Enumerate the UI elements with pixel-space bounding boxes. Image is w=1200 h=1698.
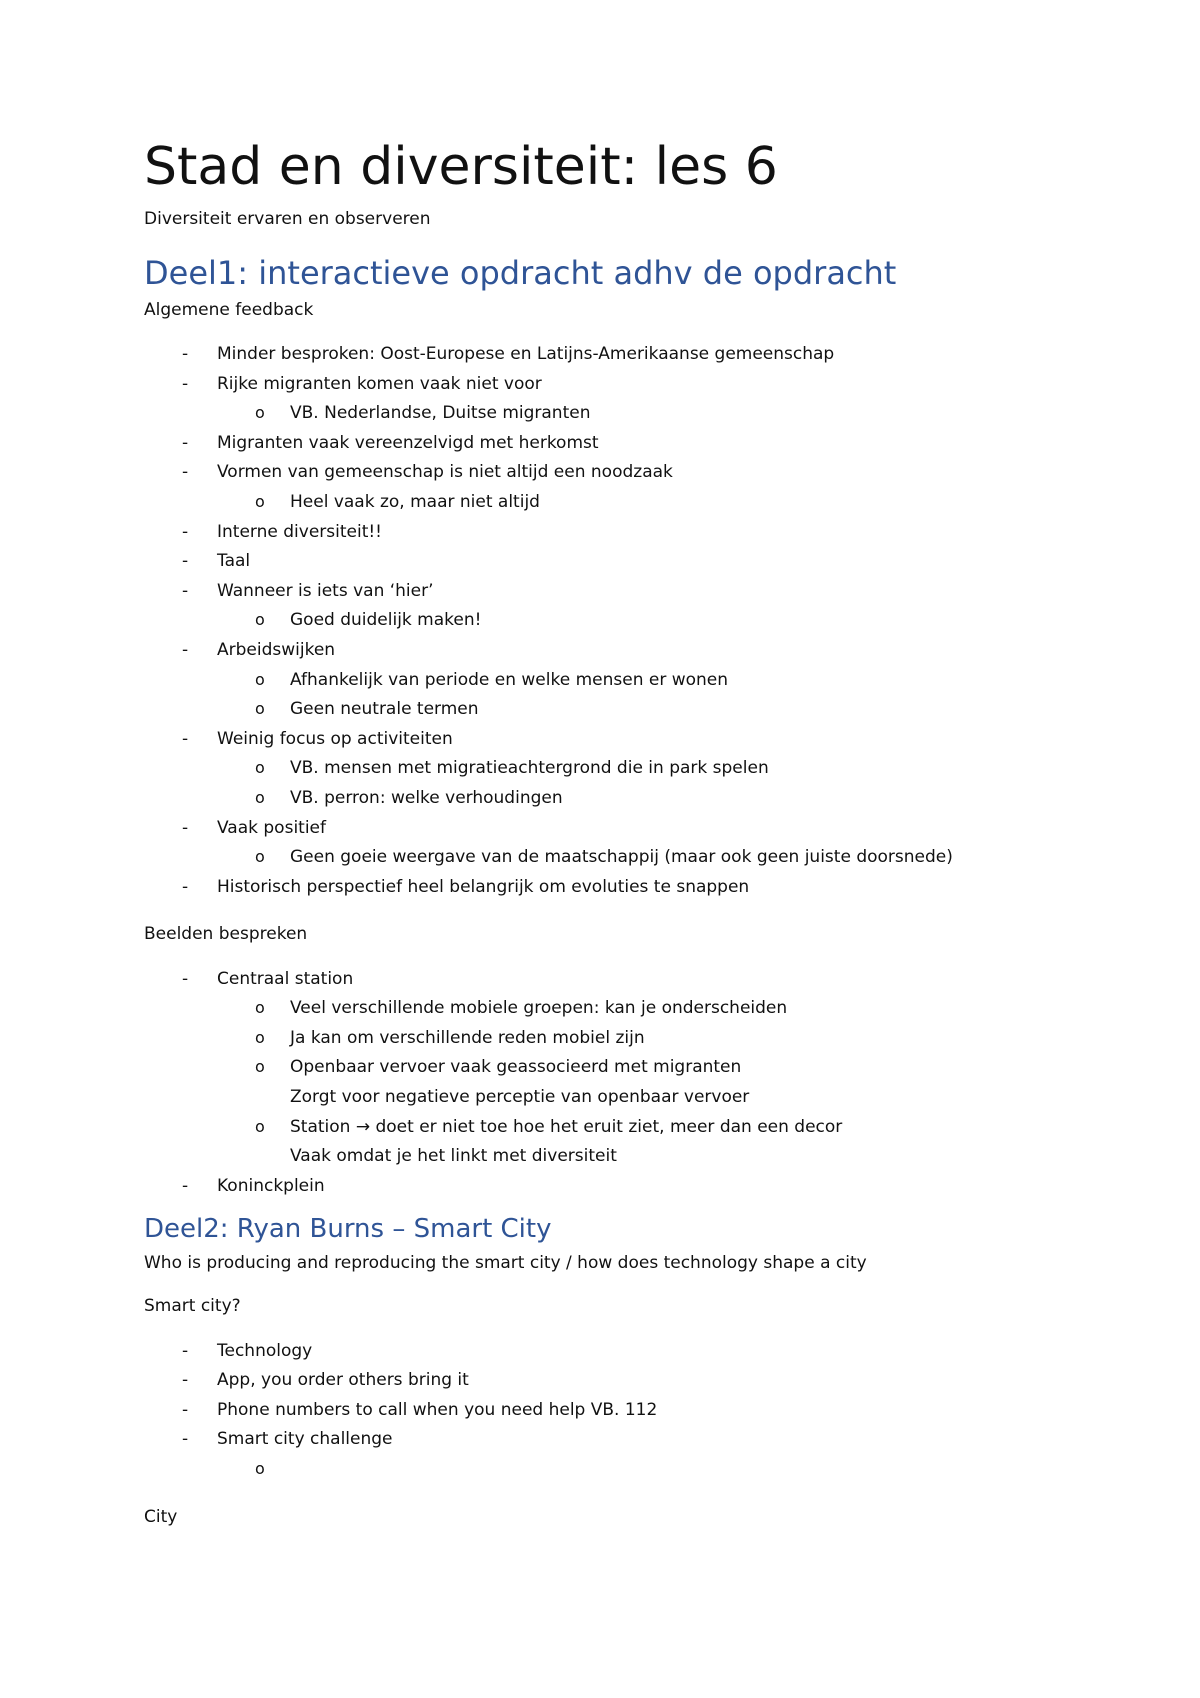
dash-bullet: - — [182, 521, 189, 542]
circle-bullet: o — [255, 998, 265, 1018]
sub-list-item-text: Afhankelijk van periode en welke mensen er wonen — [290, 669, 729, 690]
circle-bullet: o — [255, 492, 265, 511]
circle-bullet: o — [255, 758, 265, 778]
list-item — [144, 577, 1100, 636]
circle-bullet: o — [255, 1116, 265, 1136]
sub-list-item — [217, 1053, 1100, 1112]
dash-bullet: - — [182, 1175, 189, 1196]
list-item-text: Interne diversiteit!! — [217, 521, 382, 542]
sub-list — [217, 754, 1100, 813]
list-item-text: Technology — [217, 1340, 313, 1361]
list-item — [144, 1337, 1100, 1367]
document-title: Stad en diversiteit: les 6 — [144, 137, 778, 197]
deel2-intro: Who is producing and reproducing the smart city / how does technology shape a city — [144, 1253, 867, 1274]
list-item-text: Smart city challenge — [217, 1429, 393, 1450]
list-item — [144, 636, 1100, 725]
sub-list-item — [217, 488, 1100, 518]
document-subtitle: Diversiteit ervaren en observeren — [144, 208, 431, 229]
list-item — [144, 1425, 1100, 1484]
list-item-text: Weinig focus op activiteiten — [217, 728, 453, 749]
sub-list — [217, 488, 1100, 518]
images-label: Beelden bespreken — [144, 924, 308, 945]
smart-city-list — [144, 1337, 1100, 1485]
list-item-text: Historisch perspectief heel belangrijk om evoluties te snappen — [217, 876, 750, 897]
sub-list-item-text: Zorgt voor negatieve perceptie van openbaar vervoer — [290, 1086, 750, 1107]
list-item-text: Wanneer is iets van ‘hier’ — [217, 580, 434, 601]
circle-bullet: o — [255, 847, 265, 867]
list-item-text: Vaak positief — [217, 817, 326, 838]
dash-bullet: - — [182, 639, 189, 660]
sub-list-item-text: Vaak omdat je het linkt met diversiteit — [290, 1146, 617, 1167]
list-item-text: Centraal station — [217, 968, 354, 989]
circle-bullet: o — [255, 1057, 265, 1077]
feedback-label: Algemene feedback — [144, 299, 314, 320]
sub-list — [217, 399, 1100, 429]
dash-bullet: - — [182, 580, 189, 601]
dash-bullet: - — [182, 1429, 189, 1450]
dash-bullet: - — [182, 1340, 189, 1361]
dash-bullet: - — [182, 728, 189, 749]
list-item — [144, 429, 1100, 459]
deel2-heading: Deel2: Ryan Burns – Smart City — [144, 1214, 552, 1245]
sub-list-item-text: Geen goeie weergave van de maatschappij (maar ook geen juiste doorsnede) — [290, 847, 953, 868]
sub-list-item-text: Geen neutrale termen — [290, 699, 479, 720]
list-item-text: Rijke migranten komen vaak niet voor — [217, 373, 542, 394]
list-item — [144, 1172, 1100, 1202]
circle-bullet: o — [255, 1027, 265, 1047]
list-item-text: Arbeidswijken — [217, 639, 336, 660]
sub-list-item — [217, 1113, 1100, 1172]
smart-city-label: Smart city? — [144, 1296, 241, 1317]
deel1-heading: Deel1: interactieve opdracht adhv de opdracht — [144, 253, 897, 292]
circle-bullet: o — [255, 787, 265, 807]
list-item-text: Phone numbers to call when you need help VB. 112 — [217, 1399, 658, 1420]
list-item — [144, 1366, 1100, 1396]
sub-list — [217, 1455, 1100, 1485]
list-item — [144, 370, 1100, 429]
dash-bullet: - — [182, 968, 189, 989]
dash-bullet: - — [182, 551, 189, 572]
dash-bullet: - — [182, 373, 189, 394]
sub-list-item — [217, 754, 1100, 784]
sub-list-item — [217, 606, 1100, 636]
sub-list-item — [217, 1024, 1100, 1054]
list-item-text: Migranten vaak vereenzelvigd met herkomst — [217, 432, 599, 453]
dash-bullet: - — [182, 817, 189, 838]
dash-bullet: - — [182, 1370, 189, 1391]
sub-list-item-text: Heel vaak zo, maar niet altijd — [290, 492, 540, 512]
list-item-text: Taal — [217, 551, 251, 572]
list-item — [144, 965, 1100, 1172]
sub-list-item — [217, 695, 1100, 725]
dash-bullet: - — [182, 344, 189, 365]
sub-list-item-text: Ja kan om verschillende reden mobiel zijn — [290, 1027, 645, 1048]
sub-list-item-text: VB. mensen met migratieachtergrond die in park spelen — [290, 758, 769, 779]
images-list — [144, 965, 1100, 1202]
sub-list — [217, 666, 1100, 725]
sub-list-item-text: Openbaar vervoer vaak geassocieerd met migranten — [290, 1057, 742, 1078]
sub-list-item — [217, 1455, 1100, 1485]
circle-bullet: o — [255, 669, 265, 689]
list-item — [144, 518, 1100, 548]
sub-list-item — [217, 994, 1100, 1024]
list-item — [144, 458, 1100, 517]
sub-list — [217, 843, 1100, 873]
sub-list — [217, 994, 1100, 1172]
list-item — [144, 814, 1100, 873]
circle-bullet: o — [255, 403, 265, 423]
list-item-text: Minder besproken: Oost-Europese en Latijns-Amerikaanse gemeenschap — [217, 344, 835, 365]
list-item — [144, 873, 1100, 903]
list-item — [144, 547, 1100, 577]
sub-list-item-text: VB. perron: welke verhoudingen — [290, 787, 563, 808]
dash-bullet: - — [182, 1399, 189, 1420]
sub-list-item — [217, 399, 1100, 429]
dash-bullet: - — [182, 462, 189, 483]
list-item — [144, 340, 1100, 370]
sub-list-item — [217, 784, 1100, 814]
circle-bullet: o — [255, 1459, 265, 1479]
dash-bullet: - — [182, 876, 189, 897]
sub-list — [217, 606, 1100, 636]
list-item-text: App, you order others bring it — [217, 1370, 469, 1391]
sub-list-item — [217, 666, 1100, 696]
circle-bullet: o — [255, 699, 265, 719]
list-item — [144, 1396, 1100, 1426]
sub-list-item-text — [290, 1455, 1100, 1485]
sub-list-item-text: VB. Nederlandse, Duitse migranten — [290, 403, 591, 424]
list-item — [144, 725, 1100, 814]
dash-bullet: - — [182, 432, 189, 453]
sub-list-item-text: Goed duidelijk maken! — [290, 610, 482, 631]
list-item-text: Koninckplein — [217, 1175, 325, 1196]
city-label: City — [144, 1506, 178, 1527]
sub-list-item-text: Veel verschillende mobiele groepen: kan je onderscheiden — [290, 998, 788, 1019]
sub-list-item-text: Station → doet er niet toe hoe het eruit ziet, meer dan een decor — [290, 1116, 843, 1137]
sub-list-item — [217, 843, 1100, 873]
list-item-text: Vormen van gemeenschap is niet altijd een noodzaak — [217, 462, 673, 483]
feedback-list — [144, 340, 1100, 902]
circle-bullet: o — [255, 610, 265, 630]
